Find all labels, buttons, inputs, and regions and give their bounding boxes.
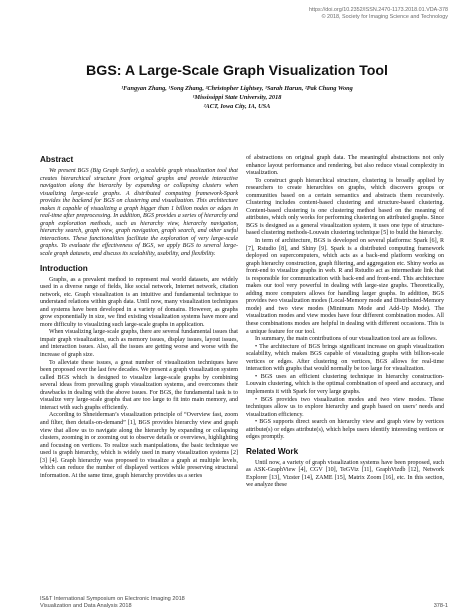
intro-paragraph: According to Shneiderman’s visualization principle of “Overview fast, zoom and filter, then details-on-demand” [1], BGS provides hierarchy view and graph view that allow us to navigate along the hierarchy by expanding or collapsing clusters, zooming in or zooming out to observe details or overviews, highlighting and focusing on vertices. To realize such manipulations, the basic technique we used is graph hierarchy, which is widely used in many visualization systems [2] [3] [4]. Graph hierarchy was proposed to visualize a graph at multiple levels, which can reduce the number of displayed vertices while preserving structural information. At the same time, graph hierarchy provides us a series — [40, 412, 238, 479]
related-work-heading: Related Work — [246, 446, 299, 456]
right-column — [246, 155, 444, 490]
intro-paragraph: When visualizing large-scale graphs, there are several fundamental issues that impair graph visualization, such as memory issues, display issues, layout issues, and interaction issues. Also, all the issues are getting worse and worse with the increase of graph size. — [40, 329, 238, 359]
footer-conference: IS&T International Symposium on Electronic Imaging 2018 — [40, 596, 185, 602]
body-paragraph: In term of architecture, BGS is developed on several platforms: Spark [6], R [7], Rstudio [8], and Shiny [9]. Spark is a distributed computing framework deployed on supercomputers, which acts as a back-end platform working on graph hierarchy construction, graph filtering, and aggregation etc. Shiny works as front-end to visualize graphs in web. R and Rstudio act as intermediate link that is responsible for communication with back-end and front-end. This architecture makes our tool very powerful in dealing with large-size graphs. Theoretically, adding more computers allows for handling larger graphs. In addition, BGS provides two visualization modes (Local-Memory mode and Distributed-Memory mode) and two view modes (Minimum Mode and Add-Up Mode). The visualization modes and view modes have four different combination modes. All these combinations modes are helpful in dealing with different occasions. This is a unique feature for our tool. — [246, 238, 444, 335]
related-work-paragraph: Until now, a variety of graph visualization systems have been proposed, such as ASK-GraphView [4], CGV [10], TeGViz [11], GraphVizdb [12], Network Explorer [13], Vizster [14], ZAME [15], Matrix Zoom [16], etc. In this section, we analyze these — [246, 459, 444, 489]
introduction-heading: Introduction — [40, 263, 88, 273]
abstract-text: We present BGS (Big Graph Surfer), a scalable graph visualization tool that creates hierarchical structure from original graphs and provide interactive navigation along the hierarchy by expanding or collapsing clusters when visualizing large-scale graphs. A distributed computing framework-Spark provides the backend for BGS on clustering and visualization. This architecture makes it capable of visualizing a graph bigger than 1 billion nodes or edges in real-time after preprocessing. In addition, BGS provides a series of hierarchy and graph exploration methods, such as hierarchy view, hierarchy navigation, hierarchy search, graph view, graph navigation, graph search, and other useful interactions. These functionalities facilitate the exploration of very large-scale graphs. To evaluate the effectiveness of BGS, we apply BGS to several large-scale graph datasets, and discuss its scalability, usability, and flexibility. — [40, 168, 238, 258]
affiliation-1: ¹Mississippi State University, 2018 — [192, 94, 282, 101]
footer — [40, 596, 185, 610]
body-paragraph: In summary, the main contributions of our visualization tool are as follows. — [255, 336, 438, 343]
copyright-line: © 2018, Society for Imaging Science and Technology — [321, 14, 448, 20]
intro-paragraph: To alleviate these issues, a great number of visualization techniques have been proposed over the last few decades. We present a graph visualization system called BGS which is designed to visualize large-scale graphs by combining several ideas from prevailing graph visualization systems, and overcomes their drawbacks in dealing with the above issues. For BGS, the fundamental task is to visualize very large-scale graphs that are too large to fit into main memory, and interact with such graphs efficiently. — [40, 359, 238, 411]
body-paragraph: To construct graph hierarchical structure, clustering is broadly applied by researchers to create hierarchies on graphs, which discovers groups or communities based on a certain semantics and abstracts them recursively. Clustering includes content-based clustering and structure-based clustering. Content-based clustering is one clustering method based on the meaning of attributes, which only works for performing clustering on attributed graphs. Since BGS is designed as a general visualization system, it uses one type of structure-based clustering methods-Louvain clustering technique [5] to build the hierarchy. — [246, 177, 444, 237]
contribution-bullet: • BGS provides two visualization modes and two view modes. These techniques allow us to explore hierarchy and graph based on users’ needs and visualization efficiency. — [246, 396, 444, 418]
abstract-heading: Abstract — [40, 155, 74, 164]
doi-header — [309, 7, 448, 21]
author-names: ¹Fangyan Zhang, ¹Song Zhang, ²Christopher Lightsey, ¹Sarah Harun, ²Pak Chung Wong — [121, 85, 353, 92]
paper-title: BGS: A Large-Scale Graph Visualization Tool — [86, 63, 388, 79]
left-column — [40, 155, 238, 480]
contribution-bullet: • BGS supports direct search on hierarchy view and graph view by vertices attribute(s) or edges attribute(s), which helps users identify interesting vertices or edges promptly. — [246, 419, 444, 441]
intro-paragraph: Graphs, as a prevalent method to represent real world datasets, are widely used in a diverse range of fields, like social network, Internet network, citation network, etc. Graph visualization is an intuitive and fundamental technique to understand relations within graph data. Until now, many visualization techniques and systems have been developed in a variety of domains. However, as graphs grow exponentially in size, we find existing visualization systems have more and more difficulty to visualizing such large-scale graphs in application. — [40, 276, 238, 328]
contribution-bullet: • BGS uses an efficient clustering technique in hierarchy construction-Louvain clustering, which is the optimal combination of speed and accuracy, and implements it with Spark for very large graphs. — [246, 373, 444, 395]
author-block — [0, 84, 474, 111]
page-number: 378-1 — [433, 603, 448, 609]
doi-link[interactable]: https://doi.org/10.2352/ISSN.2470-1173.2018.01.VDA-378 — [309, 7, 448, 13]
affiliation-2: ²ACT, Iowa City, IA, USA — [203, 103, 271, 110]
body-paragraph: of abstractions on original graph data. The meaningful abstractions not only enhance layout performance and rendering, but also reduce visual complexity in visualization. — [246, 155, 444, 177]
contribution-bullet: • The architecture of BGS brings significant increase on graph visualization scalability, which makes BGS capable of visualizing graphs with billion-scale vertices or edges. After clustering on vertices, BGS allows for real-time interaction with graphs that would normally be too large for visualization. — [246, 343, 444, 373]
footer-track: Visualization and Data Analysis 2018 — [40, 603, 132, 609]
